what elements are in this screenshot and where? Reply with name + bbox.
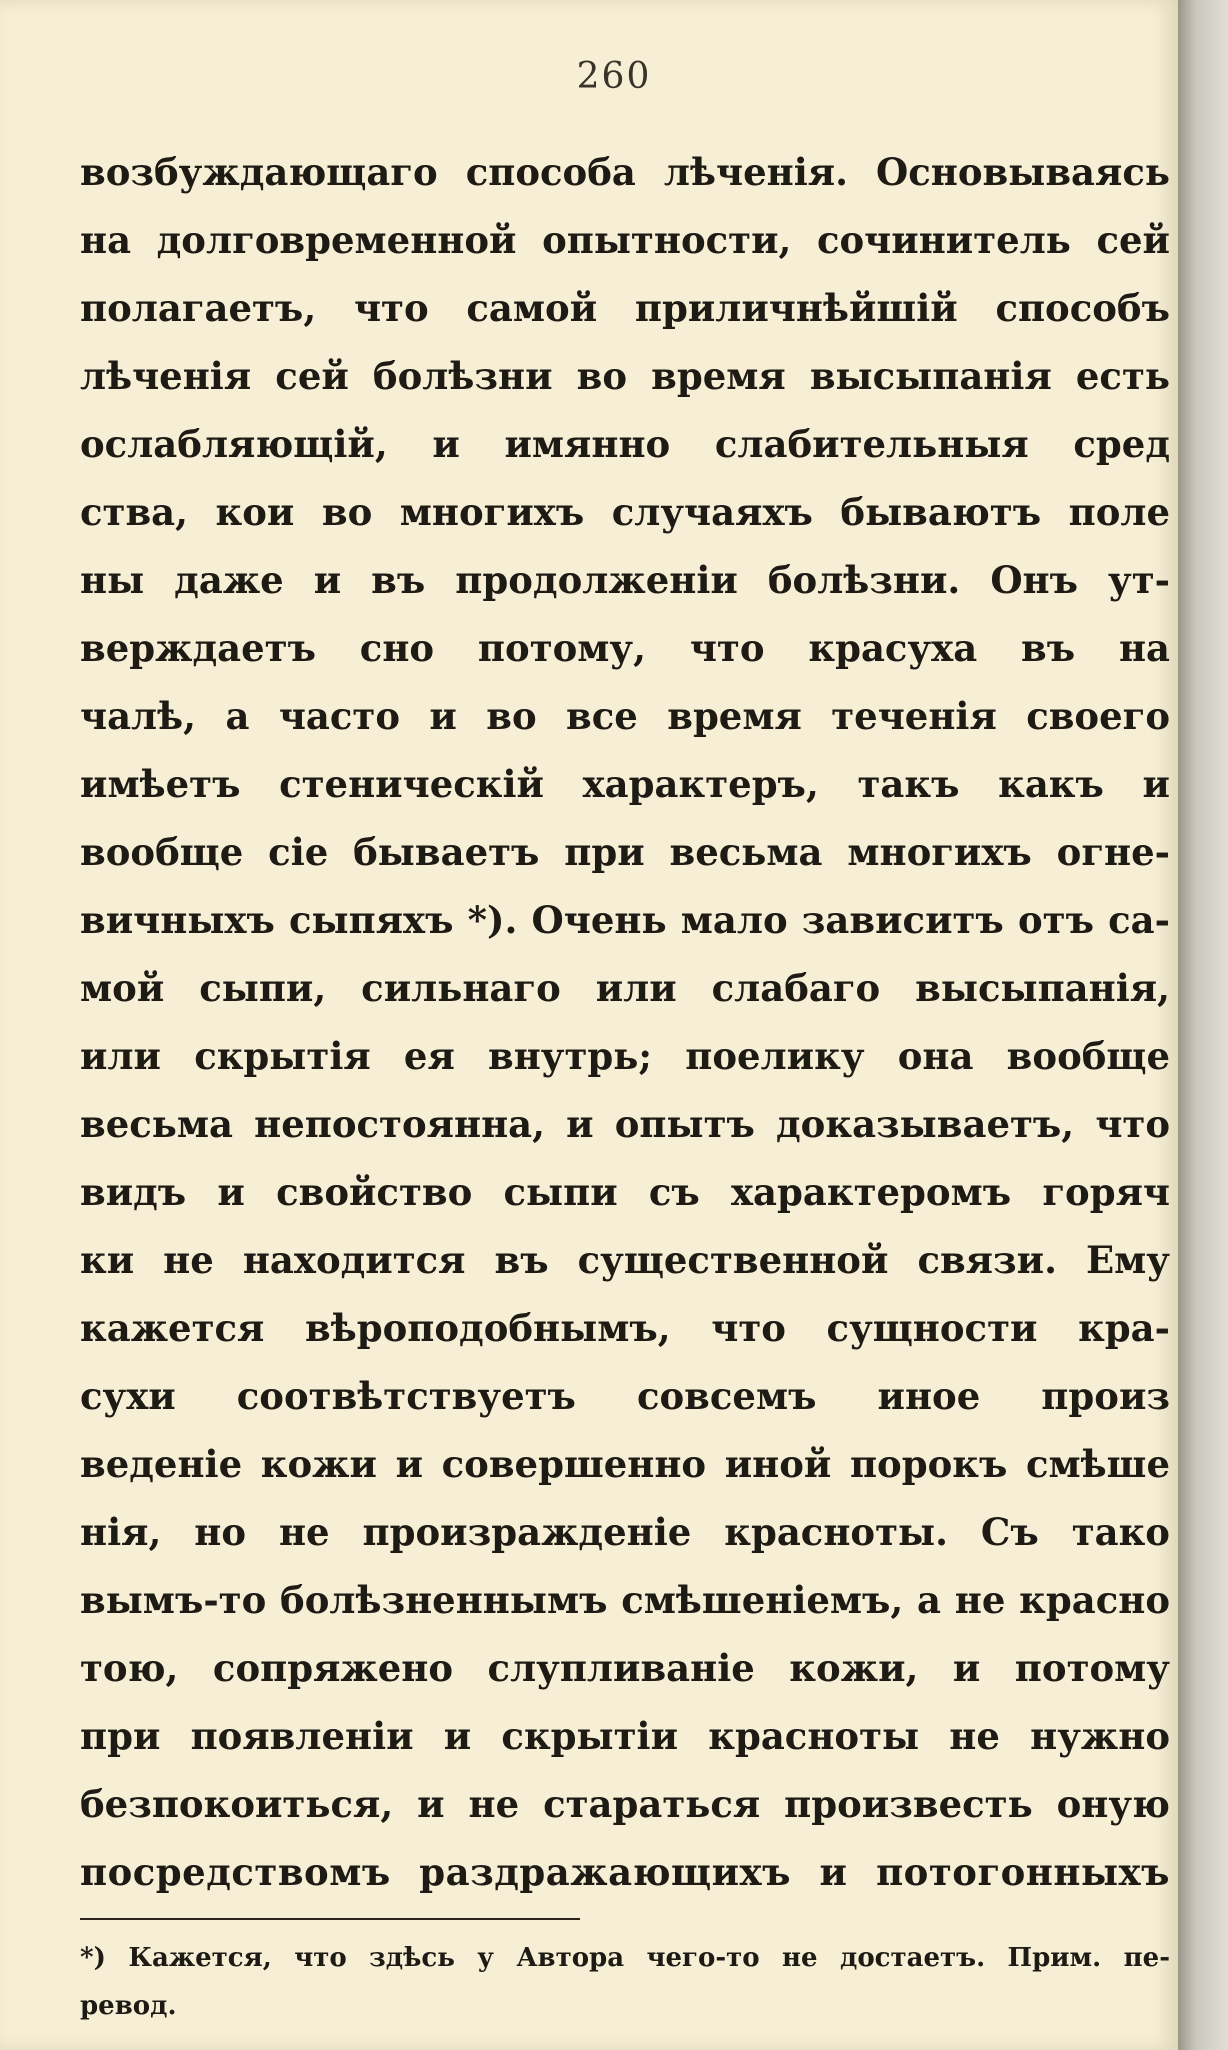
text-line: или скрытія ея внутрь; поелику она вообще: [80, 1034, 1170, 1078]
page-number: 260: [576, 56, 652, 97]
page-edge: [1178, 0, 1228, 2050]
footnote-line: ревод.: [80, 1991, 177, 2021]
text-line: кажется вѣроподобнымъ, что сущности кра-: [80, 1306, 1170, 1350]
body-text: [80, 138, 1170, 1906]
footnote-line: *) Кажется, что здѣсь у Автора чего-то не достаетъ. Прим. пе-: [80, 1943, 1170, 1973]
text-line: сухи соотвѣтствуетъ совсемъ иное произ: [80, 1374, 1170, 1418]
text-line: лѣченія сей болѣзни во время высыпанія есть: [80, 354, 1170, 398]
text-line: ны даже и въ продолженіи болѣзни. Онъ ут-: [80, 558, 1170, 602]
footnote: [80, 1934, 1170, 2030]
text-line: вообще сіе бываетъ при весьма многихъ огне-: [80, 830, 1170, 874]
text-line: возбуждающаго способа лѣченія. Основываясь: [80, 150, 1170, 194]
text-line: веденіе кожи и совершенно иной порокъ смѣше: [80, 1442, 1170, 1486]
text-line: имѣетъ стеническій характеръ, такъ какъ и: [80, 762, 1170, 806]
text-line: нія, но не произражденіе красноты. Съ тако: [80, 1510, 1170, 1554]
text-line: посредствомъ раздражающихъ и потогонныхъ: [80, 1850, 1170, 1894]
text-line: ослабляющій, и имянно слабительныя сред: [80, 422, 1170, 466]
text-line: верждаетъ сно потому, что красуха въ на: [80, 626, 1170, 670]
text-line: ства, кои во многихъ случаяхъ бываютъ поле: [80, 490, 1170, 534]
text-line: при появленіи и скрытіи красноты не нужно: [80, 1714, 1170, 1758]
text-line: полагаетъ, что самой приличнѣйшій способъ: [80, 286, 1170, 330]
text-line: мой сыпи, сильнаго или слабаго высыпанія,: [80, 966, 1170, 1010]
text-line: весьма непостоянна, и опытъ доказываетъ, что: [80, 1102, 1170, 1146]
text-line: тою, сопряжено слупливаніе кожи, и потому: [80, 1646, 1170, 1690]
text-line: безпокоиться, и не стараться произвесть оную: [80, 1782, 1170, 1826]
text-line: чалѣ, а часто и во все время теченія своего: [80, 694, 1170, 738]
text-line: вымъ-то болѣзненнымъ смѣшеніемъ, а не красно: [80, 1578, 1170, 1622]
text-line: вичныхъ сыпяхъ *). Очень мало зависитъ отъ са-: [80, 898, 1170, 942]
text-line: ки не находится въ существенной связи. Ему: [80, 1238, 1170, 1282]
footnote-divider: [80, 1918, 580, 1920]
text-line: на долговременной опытности, сочинитель сей: [80, 218, 1170, 262]
text-line: видъ и свойство сыпи съ характеромъ горяч: [80, 1170, 1170, 1214]
